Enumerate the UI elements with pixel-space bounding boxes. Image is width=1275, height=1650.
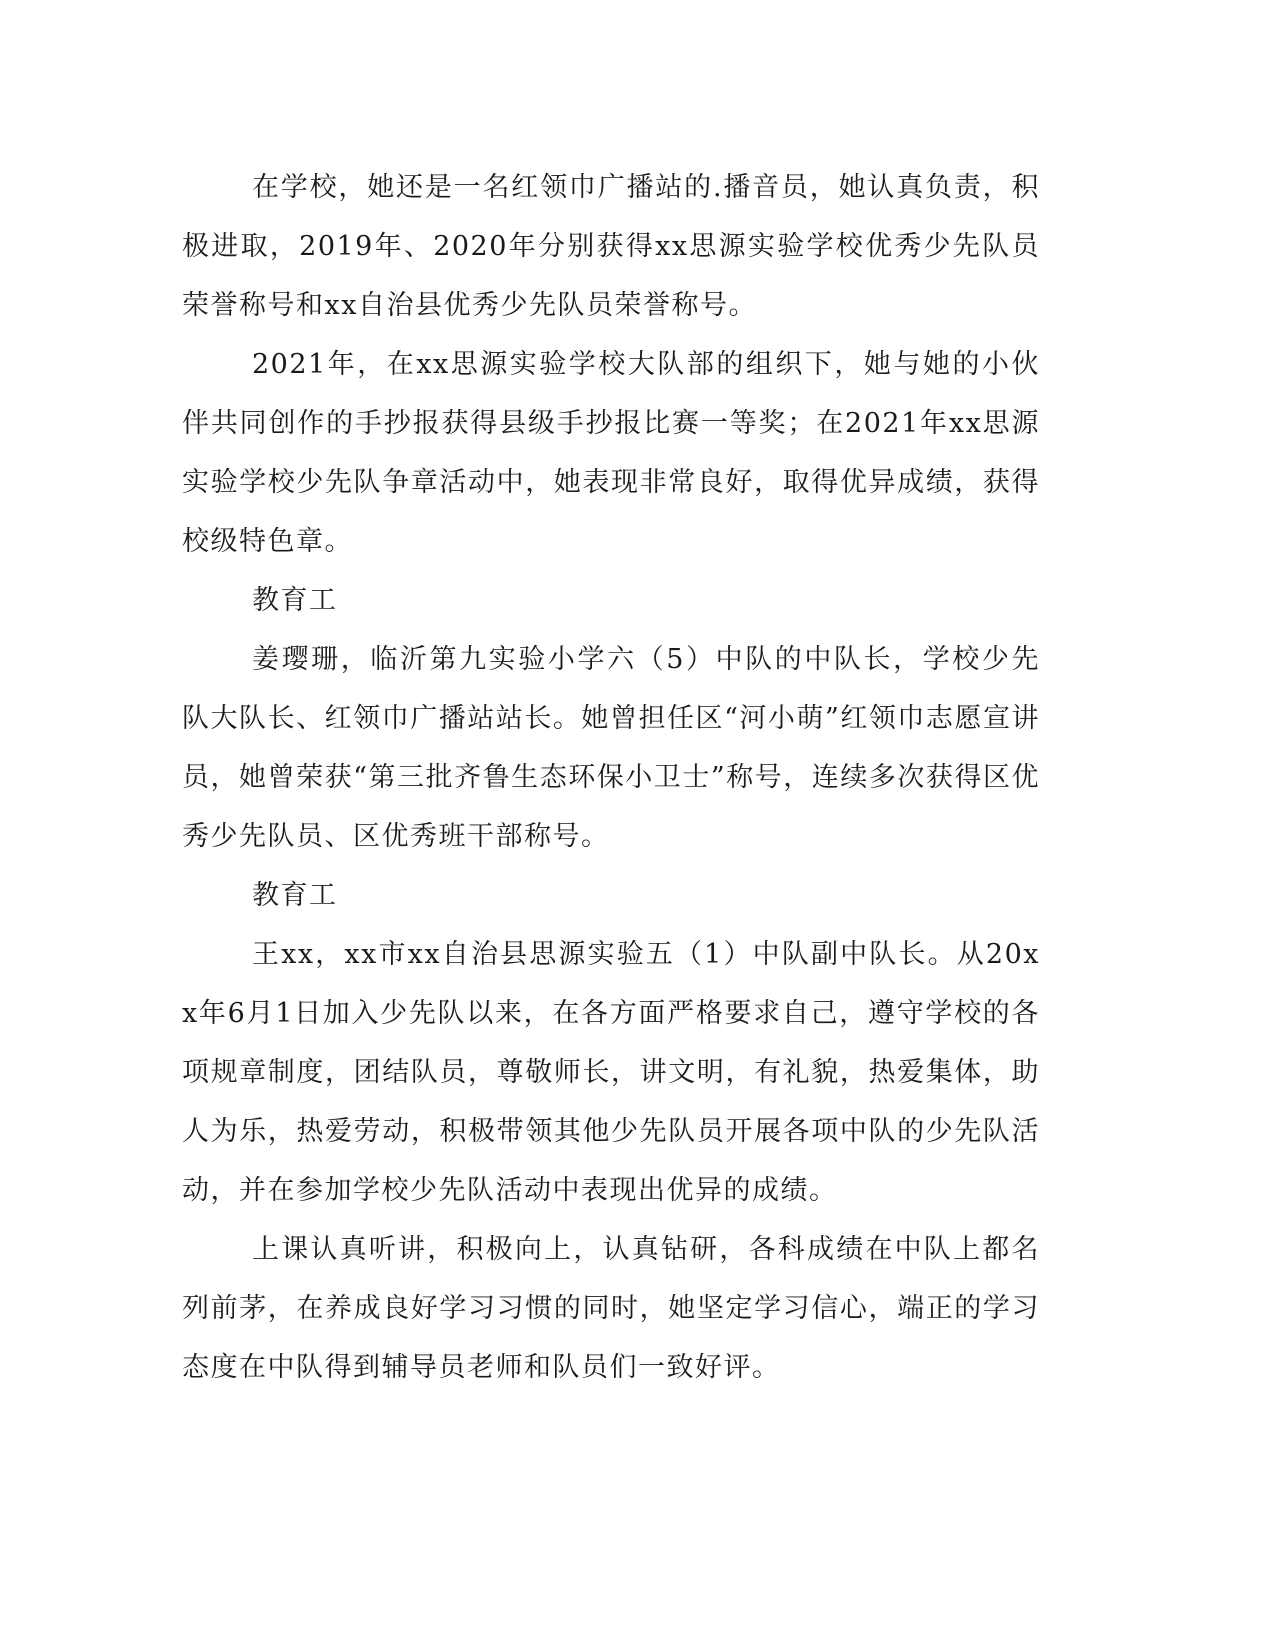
paragraph-wang-xx: 王xx，xx市xx自治县思源实验五（1）中队副中队长。从20xx年6月1日加入少先队以来，在各方面严格要求自己，遵守学校的各项规章制度，团结队员，尊敬师长，讲文明，有礼貌，热爱集体，助人为乐，热爱劳动，积极带领其他少先队员开展各项中队的少先队活动，并在参加学校少先队活动中表现出优异的成绩。 [182, 939, 1040, 1206]
paragraph-2021-award: 2021年，在xx思源实验学校大队部的组织下，她与她的小伙伴共同创作的手抄报获得县级手抄报比赛一等奖；在2021年xx思源实验学校少先队争章活动中，她表现非常良好，取得优异成绩，获得校级特色章。 [182, 349, 1040, 557]
paragraph-broadcast-announcer: 在学校，她还是一名红领巾广播站的.播音员，她认真负责，积极进取，2019年、2020年分别获得xx思源实验学校优秀少先队员荣誉称号和xx自治县优秀少先队员荣誉称号。 [182, 172, 1040, 321]
section-heading-2: 教育工 [252, 880, 338, 911]
document-body [182, 158, 1040, 1397]
section-heading-1: 教育工 [252, 585, 338, 616]
paragraph-study-attitude: 上课认真听讲，积极向上，认真钻研，各科成绩在中队上都名列前茅，在养成良好学习习惯的同时，她坚定学习信心，端正的学习态度在中队得到辅导员老师和队员们一致好评。 [182, 1234, 1040, 1383]
paragraph-jiang-yingshan: 姜璎珊，临沂第九实验小学六（5）中队的中队长，学校少先队大队长、红领巾广播站站长。她曾担任区“河小萌”红领巾志愿宣讲员，她曾荣获“第三批齐鲁生态环保小卫士”称号，连续多次获得区优秀少先队员、区优秀班干部称号。 [182, 644, 1040, 852]
